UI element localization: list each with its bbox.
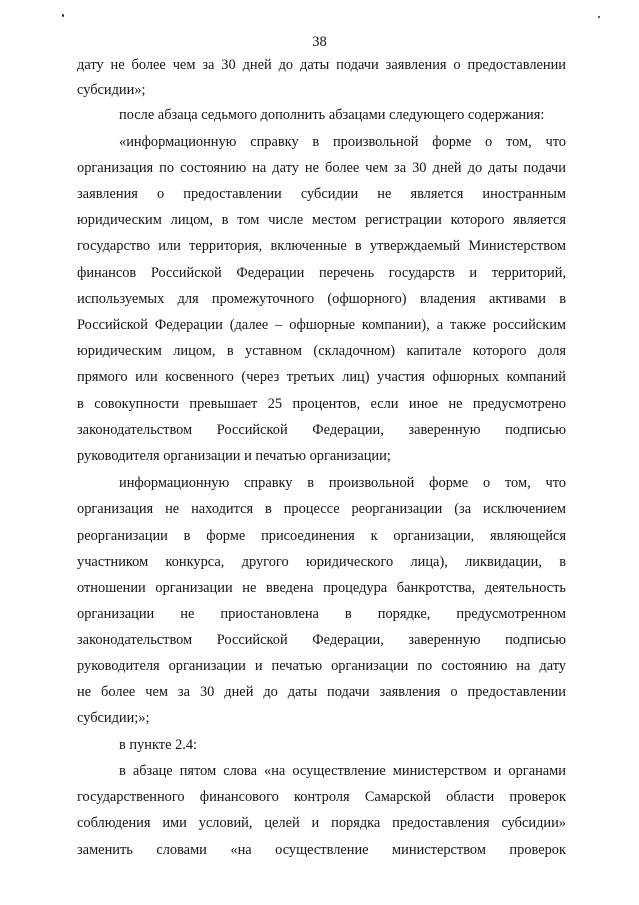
text-line: организации не приостановлена в порядке, предусмотренном [77, 606, 566, 622]
text-line: законодательством Российской Федерации, заверенную подписью [77, 632, 566, 648]
text-line: руководителя организации и печатью организации по состоянию на дату [77, 658, 566, 674]
text-line: прямого или косвенного (через третьих лиц) участия офшорных компаний [77, 369, 566, 385]
text-line: информационную справку в произвольной форме о том, что [119, 475, 566, 491]
text-line: государство или территория, включенные в утверждаемый Министерством [77, 238, 566, 254]
text-line: в пункте 2.4: [119, 737, 198, 753]
text-line: финансов Российской Федерации перечень государств и территорий, [77, 265, 566, 281]
text-line: организация не находится в процессе реорганизации (за исключением [77, 501, 566, 517]
text-line: субсидии»; [77, 82, 146, 98]
text-line: используемых для промежуточного (офшорного) владения активами в [77, 291, 566, 307]
text-line: дату не более чем за 30 дней до даты подачи заявления о предоставлении [77, 57, 566, 73]
text-line: Российской Федерации (далее – офшорные компании), а также российским [77, 317, 566, 333]
text-line: реорганизации в форме присоединения к организации, являющейся [77, 528, 566, 544]
page-number: 38 [312, 34, 327, 50]
text-line: «информационную справку в произвольной форме о том, что [119, 134, 566, 150]
scan-speck [62, 14, 64, 17]
text-line: в совокупности превышает 25 процентов, если иное не предусмотрено [77, 396, 566, 412]
text-line: заменить словами «на осуществление министерством проверок [77, 842, 566, 858]
text-line: не более чем за 30 дней до даты подачи заявления о предоставлении [77, 684, 566, 700]
text-line: юридическим лицом, в уставном (складочном) капитале которого доля [77, 343, 566, 359]
text-line: государственного финансового контроля Самарской области проверок [77, 789, 566, 805]
text-line: соблюдения ими условий, целей и порядка предоставления субсидии» [77, 815, 566, 831]
text-line: после абзаца седьмого дополнить абзацами следующего содержания: [119, 107, 545, 123]
text-line: субсидии;»; [77, 710, 150, 726]
text-line: законодательством Российской Федерации, заверенную подписью [77, 422, 566, 438]
text-line: руководителя организации и печатью организации; [77, 448, 391, 464]
text-line: в абзаце пятом слова «на осуществление министерством и органами [119, 763, 566, 779]
text-line: заявления о предоставлении субсидии не является иностранным [77, 186, 566, 202]
text-line: участником конкурса, другого юридического лица), ликвидации, в [77, 554, 566, 570]
text-line: организация по состоянию на дату не более чем за 30 дней до даты подачи [77, 160, 566, 176]
text-line: юридическим лицом, в том числе местом регистрации которого является [77, 212, 566, 228]
scan-speck [598, 16, 600, 18]
text-line: отношении организации не введена процедура банкротства, деятельность [77, 580, 566, 596]
